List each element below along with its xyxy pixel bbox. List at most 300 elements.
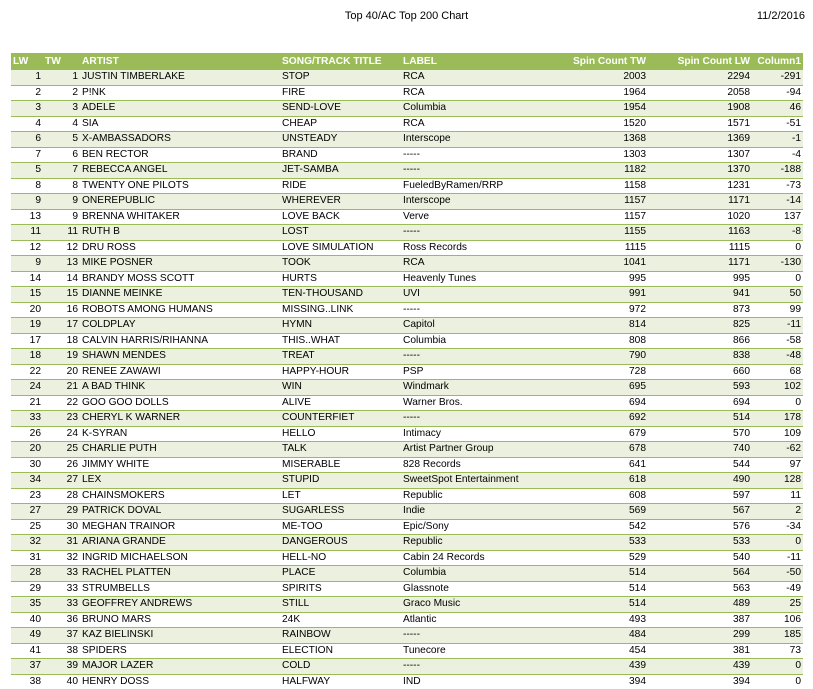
cell-artist: BRANDY MOSS SCOTT — [80, 271, 280, 287]
cell-song: COUNTERFIET — [280, 411, 401, 427]
cell-column1: 0 — [752, 395, 803, 411]
table-row[interactable] — [11, 318, 803, 334]
cell-song: CHEAP — [280, 116, 401, 132]
cell-lw: 35 — [11, 597, 43, 613]
cell-lw: 3 — [11, 101, 43, 117]
cell-label: ----- — [401, 659, 543, 675]
cell-lw: 29 — [11, 581, 43, 597]
table-row[interactable] — [11, 287, 803, 303]
cell-artist: MAJOR LAZER — [80, 659, 280, 675]
cell-label: RCA — [401, 70, 543, 86]
cell-label: Glassnote — [401, 581, 543, 597]
cell-spin-lw: 838 — [648, 349, 752, 365]
cell-label: ----- — [401, 411, 543, 427]
table-row[interactable] — [11, 488, 803, 504]
cell-song: SPIRITS — [280, 581, 401, 597]
cell-column1: -291 — [752, 70, 803, 86]
cell-song: TEN-THOUSAND — [280, 287, 401, 303]
cell-song: ALIVE — [280, 395, 401, 411]
cell-tw: 9 — [43, 209, 80, 225]
cell-song: TREAT — [280, 349, 401, 365]
cell-spin-lw: 514 — [648, 411, 752, 427]
cell-artist: X-AMBASSADORS — [80, 132, 280, 148]
cell-tw: 19 — [43, 349, 80, 365]
cell-label: SweetSpot Entertainment — [401, 473, 543, 489]
cell-lw: 38 — [11, 674, 43, 689]
cell-spin-lw: 2294 — [648, 70, 752, 86]
cell-lw: 26 — [11, 426, 43, 442]
cell-lw: 18 — [11, 349, 43, 365]
cell-spin-lw: 941 — [648, 287, 752, 303]
cell-tw: 5 — [43, 132, 80, 148]
cell-tw: 24 — [43, 426, 80, 442]
cell-spin-tw: 995 — [543, 271, 648, 287]
cell-artist: KAZ BIELINSKI — [80, 628, 280, 644]
cell-column1: 68 — [752, 364, 803, 380]
cell-spin-lw: 1908 — [648, 101, 752, 117]
cell-spin-tw: 1520 — [543, 116, 648, 132]
cell-lw: 32 — [11, 535, 43, 551]
cell-spin-lw: 1171 — [648, 194, 752, 210]
cell-lw: 20 — [11, 302, 43, 318]
cell-tw: 33 — [43, 566, 80, 582]
cell-tw: 39 — [43, 659, 80, 675]
cell-song: HELLO — [280, 426, 401, 442]
cell-spin-lw: 1307 — [648, 147, 752, 163]
cell-song: TALK — [280, 442, 401, 458]
cell-tw: 33 — [43, 581, 80, 597]
cell-column1: -50 — [752, 566, 803, 582]
cell-song: LOVE SIMULATION — [280, 240, 401, 256]
cell-tw: 7 — [43, 163, 80, 179]
cell-song: HYMN — [280, 318, 401, 334]
cell-spin-tw: 2003 — [543, 70, 648, 86]
cell-lw: 19 — [11, 318, 43, 334]
table-row[interactable] — [11, 101, 803, 117]
cell-lw: 13 — [11, 209, 43, 225]
table-row[interactable] — [11, 178, 803, 194]
cell-artist: ARIANA GRANDE — [80, 535, 280, 551]
cell-spin-tw: 1041 — [543, 256, 648, 272]
cell-song: MISSING..LINK — [280, 302, 401, 318]
cell-tw: 32 — [43, 550, 80, 566]
cell-spin-tw: 1115 — [543, 240, 648, 256]
cell-tw: 37 — [43, 628, 80, 644]
cell-spin-tw: 972 — [543, 302, 648, 318]
cell-label: ----- — [401, 302, 543, 318]
cell-label: Windmark — [401, 380, 543, 396]
cell-song: STOP — [280, 70, 401, 86]
cell-lw: 30 — [11, 457, 43, 473]
table-row[interactable] — [11, 659, 803, 675]
cell-label: Republic — [401, 488, 543, 504]
table-row[interactable] — [11, 535, 803, 551]
cell-spin-lw: 1369 — [648, 132, 752, 148]
table-row[interactable] — [11, 581, 803, 597]
cell-lw: 6 — [11, 132, 43, 148]
cell-spin-lw: 387 — [648, 612, 752, 628]
cell-spin-tw: 678 — [543, 442, 648, 458]
cell-spin-lw: 567 — [648, 504, 752, 520]
cell-spin-tw: 692 — [543, 411, 648, 427]
table-row[interactable] — [11, 194, 803, 210]
cell-spin-lw: 394 — [648, 674, 752, 689]
cell-label: ----- — [401, 628, 543, 644]
cell-tw: 9 — [43, 194, 80, 210]
cell-column1: -130 — [752, 256, 803, 272]
table-row[interactable] — [11, 612, 803, 628]
cell-label: Columbia — [401, 101, 543, 117]
cell-tw: 14 — [43, 271, 80, 287]
cell-spin-lw: 1571 — [648, 116, 752, 132]
cell-spin-lw: 1231 — [648, 178, 752, 194]
cell-spin-lw: 489 — [648, 597, 752, 613]
cell-spin-lw: 540 — [648, 550, 752, 566]
cell-column1: 2 — [752, 504, 803, 520]
cell-tw: 28 — [43, 488, 80, 504]
cell-spin-tw: 493 — [543, 612, 648, 628]
cell-spin-lw: 995 — [648, 271, 752, 287]
col-header-artist[interactable]: ARTIST — [80, 54, 280, 70]
cell-column1: 0 — [752, 271, 803, 287]
cell-spin-lw: 1020 — [648, 209, 752, 225]
cell-lw: 9 — [11, 256, 43, 272]
cell-tw: 2 — [43, 85, 80, 101]
cell-spin-tw: 695 — [543, 380, 648, 396]
cell-song: HURTS — [280, 271, 401, 287]
cell-spin-tw: 394 — [543, 674, 648, 689]
cell-spin-tw: 1368 — [543, 132, 648, 148]
cell-tw: 1 — [43, 70, 80, 86]
cell-lw: 37 — [11, 659, 43, 675]
cell-column1: 0 — [752, 674, 803, 689]
cell-artist: CHERYL K WARNER — [80, 411, 280, 427]
cell-spin-tw: 679 — [543, 426, 648, 442]
cell-artist: DRU ROSS — [80, 240, 280, 256]
cell-label: Warner Bros. — [401, 395, 543, 411]
cell-tw: 17 — [43, 318, 80, 334]
cell-lw: 22 — [11, 364, 43, 380]
table-row[interactable] — [11, 395, 803, 411]
cell-lw: 24 — [11, 380, 43, 396]
cell-artist: COLDPLAY — [80, 318, 280, 334]
cell-label: Heavenly Tunes — [401, 271, 543, 287]
cell-column1: -73 — [752, 178, 803, 194]
cell-column1: 97 — [752, 457, 803, 473]
cell-spin-lw: 694 — [648, 395, 752, 411]
page-title: Top 40/AC Top 200 Chart — [0, 10, 813, 22]
col-header-song[interactable]: SONG/TRACK TITLE — [280, 54, 401, 70]
cell-spin-lw: 1370 — [648, 163, 752, 179]
cell-tw: 16 — [43, 302, 80, 318]
cell-label: Epic/Sony — [401, 519, 543, 535]
cell-spin-lw: 1163 — [648, 225, 752, 241]
cell-spin-tw: 569 — [543, 504, 648, 520]
cell-artist: ROBOTS AMONG HUMANS — [80, 302, 280, 318]
table-row[interactable] — [11, 473, 803, 489]
col-header-spin-tw[interactable]: Spin Count TW — [543, 54, 648, 70]
cell-artist: STRUMBELLS — [80, 581, 280, 597]
cell-artist: RUTH B — [80, 225, 280, 241]
table-row[interactable] — [11, 426, 803, 442]
cell-column1: 128 — [752, 473, 803, 489]
cell-column1: 109 — [752, 426, 803, 442]
cell-artist: INGRID MICHAELSON — [80, 550, 280, 566]
cell-spin-tw: 454 — [543, 643, 648, 659]
cell-label: Verve — [401, 209, 543, 225]
table-row[interactable] — [11, 132, 803, 148]
cell-spin-lw: 740 — [648, 442, 752, 458]
cell-song: STUPID — [280, 473, 401, 489]
cell-tw: 38 — [43, 643, 80, 659]
cell-tw: 25 — [43, 442, 80, 458]
cell-song: ELECTION — [280, 643, 401, 659]
cell-spin-tw: 814 — [543, 318, 648, 334]
cell-spin-tw: 514 — [543, 581, 648, 597]
table-row[interactable] — [11, 364, 803, 380]
col-header-label[interactable]: LABEL — [401, 54, 543, 70]
table-row[interactable] — [11, 504, 803, 520]
cell-spin-tw: 439 — [543, 659, 648, 675]
cell-spin-lw: 576 — [648, 519, 752, 535]
cell-artist: RACHEL PLATTEN — [80, 566, 280, 582]
table-row[interactable] — [11, 302, 803, 318]
cell-spin-tw: 641 — [543, 457, 648, 473]
cell-tw: 11 — [43, 225, 80, 241]
table-row[interactable] — [11, 380, 803, 396]
chart-table — [11, 53, 803, 689]
cell-song: HALFWAY — [280, 674, 401, 689]
cell-artist: DIANNE MEINKE — [80, 287, 280, 303]
cell-column1: -188 — [752, 163, 803, 179]
cell-artist: P!NK — [80, 85, 280, 101]
cell-tw: 15 — [43, 287, 80, 303]
table-row[interactable] — [11, 349, 803, 365]
cell-lw: 27 — [11, 504, 43, 520]
col-header-column1[interactable]: Column1 — [752, 54, 803, 70]
cell-tw: 4 — [43, 116, 80, 132]
cell-song: ME-TOO — [280, 519, 401, 535]
cell-tw: 26 — [43, 457, 80, 473]
cell-column1: -14 — [752, 194, 803, 210]
cell-artist: ONEREPUBLIC — [80, 194, 280, 210]
cell-artist: GEOFFREY ANDREWS — [80, 597, 280, 613]
cell-spin-tw: 514 — [543, 597, 648, 613]
cell-song: WHEREVER — [280, 194, 401, 210]
cell-spin-tw: 1158 — [543, 178, 648, 194]
cell-artist: JIMMY WHITE — [80, 457, 280, 473]
header-row — [11, 54, 803, 70]
cell-spin-lw: 544 — [648, 457, 752, 473]
cell-artist: GOO GOO DOLLS — [80, 395, 280, 411]
cell-tw: 3 — [43, 101, 80, 117]
cell-label: RCA — [401, 116, 543, 132]
cell-label: Capitol — [401, 318, 543, 334]
table-row[interactable] — [11, 643, 803, 659]
cell-spin-lw: 866 — [648, 333, 752, 349]
cell-lw: 31 — [11, 550, 43, 566]
table-row[interactable] — [11, 271, 803, 287]
col-header-lw[interactable]: LW — [11, 54, 43, 70]
table-row[interactable] — [11, 411, 803, 427]
cell-spin-tw: 1182 — [543, 163, 648, 179]
cell-column1: 50 — [752, 287, 803, 303]
cell-column1: 46 — [752, 101, 803, 117]
cell-spin-lw: 533 — [648, 535, 752, 551]
cell-label: UVI — [401, 287, 543, 303]
cell-artist: MIKE POSNER — [80, 256, 280, 272]
cell-song: SEND-LOVE — [280, 101, 401, 117]
cell-tw: 8 — [43, 178, 80, 194]
cell-label: Ross Records — [401, 240, 543, 256]
cell-label: RCA — [401, 256, 543, 272]
cell-song: UNSTEADY — [280, 132, 401, 148]
cell-spin-tw: 608 — [543, 488, 648, 504]
cell-lw: 23 — [11, 488, 43, 504]
cell-spin-lw: 825 — [648, 318, 752, 334]
col-header-spin-lw[interactable]: Spin Count LW — [648, 54, 752, 70]
cell-tw: 6 — [43, 147, 80, 163]
table-row[interactable] — [11, 85, 803, 101]
cell-artist: SHAWN MENDES — [80, 349, 280, 365]
cell-artist: CALVIN HARRIS/RIHANNA — [80, 333, 280, 349]
cell-column1: -34 — [752, 519, 803, 535]
cell-spin-tw: 1303 — [543, 147, 648, 163]
cell-tw: 22 — [43, 395, 80, 411]
cell-spin-lw: 660 — [648, 364, 752, 380]
cell-song: WIN — [280, 380, 401, 396]
cell-column1: 11 — [752, 488, 803, 504]
table-row[interactable] — [11, 240, 803, 256]
cell-song: STILL — [280, 597, 401, 613]
cell-song: SUGARLESS — [280, 504, 401, 520]
cell-song: LOVE BACK — [280, 209, 401, 225]
cell-artist: CHARLIE PUTH — [80, 442, 280, 458]
cell-spin-tw: 542 — [543, 519, 648, 535]
cell-column1: 137 — [752, 209, 803, 225]
cell-lw: 7 — [11, 147, 43, 163]
cell-column1: 106 — [752, 612, 803, 628]
table-row[interactable] — [11, 163, 803, 179]
cell-tw: 30 — [43, 519, 80, 535]
cell-label: Tunecore — [401, 643, 543, 659]
cell-column1: 25 — [752, 597, 803, 613]
table-row[interactable] — [11, 597, 803, 613]
cell-label: Interscope — [401, 132, 543, 148]
cell-lw: 9 — [11, 194, 43, 210]
cell-song: BRAND — [280, 147, 401, 163]
cell-lw: 4 — [11, 116, 43, 132]
table-row[interactable] — [11, 333, 803, 349]
cell-tw: 13 — [43, 256, 80, 272]
table-row[interactable] — [11, 70, 803, 86]
table-row[interactable] — [11, 116, 803, 132]
cell-lw: 14 — [11, 271, 43, 287]
cell-lw: 34 — [11, 473, 43, 489]
report-date: 11/2/2016 — [757, 10, 805, 22]
cell-spin-tw: 808 — [543, 333, 648, 349]
cell-label: Columbia — [401, 566, 543, 582]
cell-song: MISERABLE — [280, 457, 401, 473]
cell-artist: RENEE ZAWAWI — [80, 364, 280, 380]
cell-label: Interscope — [401, 194, 543, 210]
cell-lw: 11 — [11, 225, 43, 241]
cell-spin-lw: 2058 — [648, 85, 752, 101]
cell-column1: 99 — [752, 302, 803, 318]
cell-spin-lw: 570 — [648, 426, 752, 442]
cell-label: PSP — [401, 364, 543, 380]
cell-label: ----- — [401, 163, 543, 179]
table-row[interactable] — [11, 550, 803, 566]
cell-song: DANGEROUS — [280, 535, 401, 551]
table-row[interactable] — [11, 225, 803, 241]
cell-column1: 73 — [752, 643, 803, 659]
cell-spin-lw: 439 — [648, 659, 752, 675]
cell-label: Cabin 24 Records — [401, 550, 543, 566]
table-row[interactable] — [11, 519, 803, 535]
cell-artist: TWENTY ONE PILOTS — [80, 178, 280, 194]
cell-spin-tw: 529 — [543, 550, 648, 566]
cell-tw: 36 — [43, 612, 80, 628]
cell-spin-lw: 381 — [648, 643, 752, 659]
cell-label: Artist Partner Group — [401, 442, 543, 458]
table-row[interactable] — [11, 442, 803, 458]
cell-spin-tw: 728 — [543, 364, 648, 380]
cell-label: Graco Music — [401, 597, 543, 613]
cell-lw: 28 — [11, 566, 43, 582]
cell-song: THIS..WHAT — [280, 333, 401, 349]
table-row[interactable] — [11, 674, 803, 689]
table-row[interactable] — [11, 209, 803, 225]
cell-label: Columbia — [401, 333, 543, 349]
table-row[interactable] — [11, 628, 803, 644]
cell-lw: 21 — [11, 395, 43, 411]
cell-tw: 21 — [43, 380, 80, 396]
cell-column1: 0 — [752, 535, 803, 551]
cell-column1: 185 — [752, 628, 803, 644]
cell-spin-tw: 1954 — [543, 101, 648, 117]
cell-spin-tw: 1157 — [543, 209, 648, 225]
cell-lw: 49 — [11, 628, 43, 644]
cell-lw: 15 — [11, 287, 43, 303]
cell-song: RIDE — [280, 178, 401, 194]
table-row[interactable] — [11, 566, 803, 582]
cell-column1: -62 — [752, 442, 803, 458]
cell-lw: 40 — [11, 612, 43, 628]
col-header-tw[interactable]: TW — [43, 54, 80, 70]
cell-lw: 1 — [11, 70, 43, 86]
cell-tw: 40 — [43, 674, 80, 689]
cell-tw: 12 — [43, 240, 80, 256]
cell-label: Indie — [401, 504, 543, 520]
table-row[interactable] — [11, 457, 803, 473]
cell-tw: 31 — [43, 535, 80, 551]
cell-lw: 8 — [11, 178, 43, 194]
cell-artist: PATRICK DOVAL — [80, 504, 280, 520]
cell-column1: -11 — [752, 318, 803, 334]
cell-column1: -49 — [752, 581, 803, 597]
cell-label: ----- — [401, 147, 543, 163]
cell-column1: -51 — [752, 116, 803, 132]
cell-spin-lw: 564 — [648, 566, 752, 582]
cell-spin-lw: 563 — [648, 581, 752, 597]
cell-tw: 33 — [43, 597, 80, 613]
table-row[interactable] — [11, 256, 803, 272]
table-row[interactable] — [11, 147, 803, 163]
cell-song: LOST — [280, 225, 401, 241]
cell-column1: -1 — [752, 132, 803, 148]
cell-spin-tw: 484 — [543, 628, 648, 644]
